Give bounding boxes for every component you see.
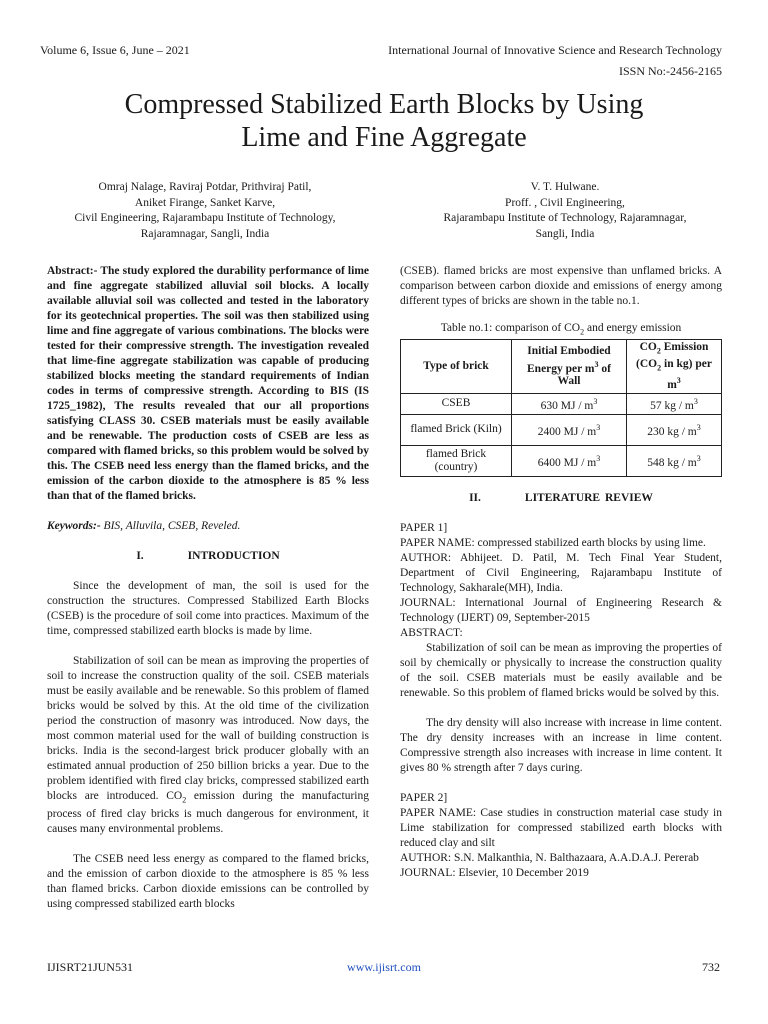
superscript: 3 [693, 396, 698, 406]
keywords [47, 519, 369, 534]
title-line-2: Lime and Fine Aggregate [241, 122, 527, 153]
journal-name-header: International Journal of Innovative Science and Research Technology [388, 43, 722, 57]
cell-co2-value: 230 kg / m [647, 425, 697, 438]
intro-p2-text-b: emission during the manufacturing process of fired clay bricks is much dangerous for environment, it causes many environmental problems. [47, 790, 369, 836]
header-co2-text-c: in kg) per m [661, 357, 712, 391]
table-caption [400, 321, 722, 339]
paper1-abstract-paragraph-2: The dry density will also increase with increase in lime content. The dry density increases with an increase in lime content. Compressive strength also increases with increase in lime content. It gives 80 % strength after 7 days curing. [400, 716, 722, 774]
caption-text-b: and energy emission [584, 322, 682, 334]
superscript: 3 [696, 453, 701, 463]
superscript: 3 [593, 396, 598, 406]
header-co2-text: CO [639, 341, 657, 354]
paper1-name: PAPER NAME: compressed stabilized earth blocks by using lime. [400, 536, 706, 549]
cell-energy [512, 393, 627, 414]
author-line: Omraj Nalage, Raviraj Potdar, Prithviraj Patil, [98, 181, 312, 193]
abstract-label: Abstract:- [47, 265, 98, 277]
comparison-table [400, 339, 722, 476]
right-column [400, 264, 722, 881]
table-row [401, 445, 722, 476]
section-title: LITERATURE REVIEW [524, 491, 653, 504]
subscript: 2 [657, 362, 662, 372]
paper2-heading: PAPER 2] [400, 791, 448, 804]
issn-header: ISSN No:-2456-2165 [618, 64, 722, 78]
cell-energy-value: 630 MJ / m [540, 399, 594, 412]
paper1-abstract-label: ABSTRACT: [400, 626, 463, 639]
superscript: 3 [696, 422, 701, 432]
subscript: 2 [656, 346, 661, 356]
section-heading-introduction [47, 549, 369, 564]
section-heading-literature-review [400, 491, 722, 506]
paper2-name: PAPER NAME: Case studies in construction material case study in Lime stabilization for compressed stabilized earth blocks with reduced clay and silt [400, 806, 722, 849]
keywords-text: BIS, Alluvila, CSEB, Reveled. [100, 520, 241, 532]
header-energy [512, 340, 627, 393]
intro-paragraph-3: The CSEB need less energy as compared to the flamed bricks, and the emission of carbon dioxide to the atmosphere is 85 % less than flamed bricks. Carbon dioxide emissions can be controlled by using compressed stabilized earth blocks [47, 853, 369, 911]
cell-type: flamed Brick (Kiln) [401, 414, 512, 445]
intro-p2-text-a: Stabilization of soil can be mean as improving the properties of soil to increase the construction quality of the soil. CSEB materials must be easily available and be renewable. So this problem of flamed bricks would be solved by this. At the old time of the civilization period the construction of masonry was introduced. Now days, the most common material used for the wall of building construction is bricks. India is the second-largest brick producer globally with an estimated annual production of 250 billion bricks a year. Due to the problem identified with fired clay bricks, compressed stabilized earth blocks are introduced. CO [47, 655, 369, 802]
abstract [47, 264, 369, 504]
author-line: Sangli, India [535, 227, 595, 240]
authors-left [40, 180, 370, 242]
section-title: INTRODUCTION [187, 550, 280, 562]
caption-text-a: Table no.1: comparison of CO [440, 322, 581, 334]
header-energy-text-b: of Wall [557, 362, 611, 388]
cell-co2-value: 57 kg / m [650, 399, 694, 412]
keywords-label: Keywords:- [47, 520, 101, 532]
footer-page-number: 732 [702, 960, 720, 974]
paper1-heading: PAPER 1] [400, 521, 448, 534]
author-line: Civil Engineering, Rajarambapu Institute of Technology, [74, 212, 336, 224]
paper-title [40, 88, 728, 154]
footer-paper-id: IJISRT21JUN531 [47, 960, 133, 974]
cell-energy [512, 414, 627, 445]
header-energy-text: Initial Embodied Energy per m [527, 344, 611, 375]
author-line: V. T. Hulwane. [530, 181, 600, 193]
footer-website-link[interactable]: www.ijisrt.com [347, 960, 421, 974]
author-line: Proff. , Civil Engineering, [505, 196, 625, 209]
paper2-journal: JOURNAL: Elsevier, 10 December 2019 [400, 866, 589, 879]
cell-type: flamed Brick (country) [401, 445, 512, 476]
cell-energy [512, 445, 627, 476]
author-line: Aniket Firange, Sanket Karve, [134, 196, 276, 209]
section-number: II. [469, 491, 481, 504]
cell-co2 [627, 445, 722, 476]
left-column [47, 264, 369, 912]
subscript: 2 [182, 795, 187, 805]
cell-co2-value: 548 kg / m [647, 456, 697, 469]
superscript: 3 [596, 453, 601, 463]
header-type: Type of brick [401, 340, 512, 393]
superscript: 3 [594, 359, 599, 369]
header-co2-text-b: Emission (CO [636, 341, 709, 370]
paper1-abstract-paragraph-1: Stabilization of soil can be mean as improving the properties of soil by chemically or physically to increase the construction quality of the soil. CSEB materials must be easily available and be renewable. So this problem of flamed bricks would be solved by this. [400, 641, 722, 699]
cell-energy-value: 2400 MJ / m [537, 425, 597, 438]
title-line-1: Compressed Stabilized Earth Blocks by Using [124, 89, 644, 120]
right-intro-paragraph: (CSEB). flamed bricks are most expensive than unflamed bricks. A comparison between carbon dioxide and emissions of energy among different types of bricks are shown in the table no.1. [400, 265, 722, 307]
abstract-text: The study explored the durability performance of lime and fine aggregate stabilized alluvial soil blocks. A locally available alluvial soil was collected and tested in the laboratory for its geotechnical properties. The soil was then stabilized using lime and fine aggregate of various combinations. The blocks were tested for their compressive strength. The investigation revealed that lime-fine aggregate stabilization was capable of producing stabilized blocks meeting the standard requirements of Indian codes in terms of compressive strength. According to BIS (IS 1725_1982), The results revealed that our all proportions satisfying CLASS 30. CSEB materials must be easily available and be renewable. The production costs of CSEB are less as compared with flamed bricks, so this problem would be solved by this. The CSEB need less energy than the flamed bricks, and the emission of the carbon dioxide to the atmosphere is 85 % less than that of the flamed bricks. [47, 265, 369, 502]
subscript: 2 [580, 327, 585, 337]
header-co2 [627, 340, 722, 393]
volume-issue-header: Volume 6, Issue 6, June – 2021 [40, 43, 190, 57]
paper2-author: AUTHOR: S.N. Malkanthia, N. Balthazaara, A.A.D.A.J. Pererab [400, 851, 699, 864]
intro-paragraph-2 [47, 654, 369, 837]
paper1-journal: JOURNAL: International Journal of Engineering Research & Technology (IJERT) 09, September-2015 [400, 596, 722, 624]
cell-energy-value: 6400 MJ / m [537, 456, 597, 469]
intro-paragraph-1: Since the development of man, the soil is used for the construction the structures. Compressed Stabilized Earth Blocks (CSEB) is the procedure of soil come into practices. Maximum of the time, compressed stabilized earth blocks is made by lime. [47, 580, 369, 637]
table-row [401, 414, 722, 445]
authors-right [400, 180, 730, 242]
cell-co2 [627, 393, 722, 414]
paper1-author: AUTHOR: Abhijeet. D. Patil, M. Tech Final Year Student, Department of Civil Engineering, Rajarambapu Institute of Technology, Sakharale(MH), India. [400, 551, 722, 594]
author-line: Rajarambapu Institute of Technology, Rajaramnagar, [443, 212, 687, 224]
superscript: 3 [596, 422, 601, 432]
cell-type: CSEB [401, 393, 512, 414]
table-row [401, 393, 722, 414]
superscript: 3 [676, 375, 681, 385]
table-header-row [401, 340, 722, 393]
cell-co2 [627, 414, 722, 445]
section-number: I. [136, 550, 144, 562]
author-line: Rajaramnagar, Sangli, India [140, 227, 270, 240]
